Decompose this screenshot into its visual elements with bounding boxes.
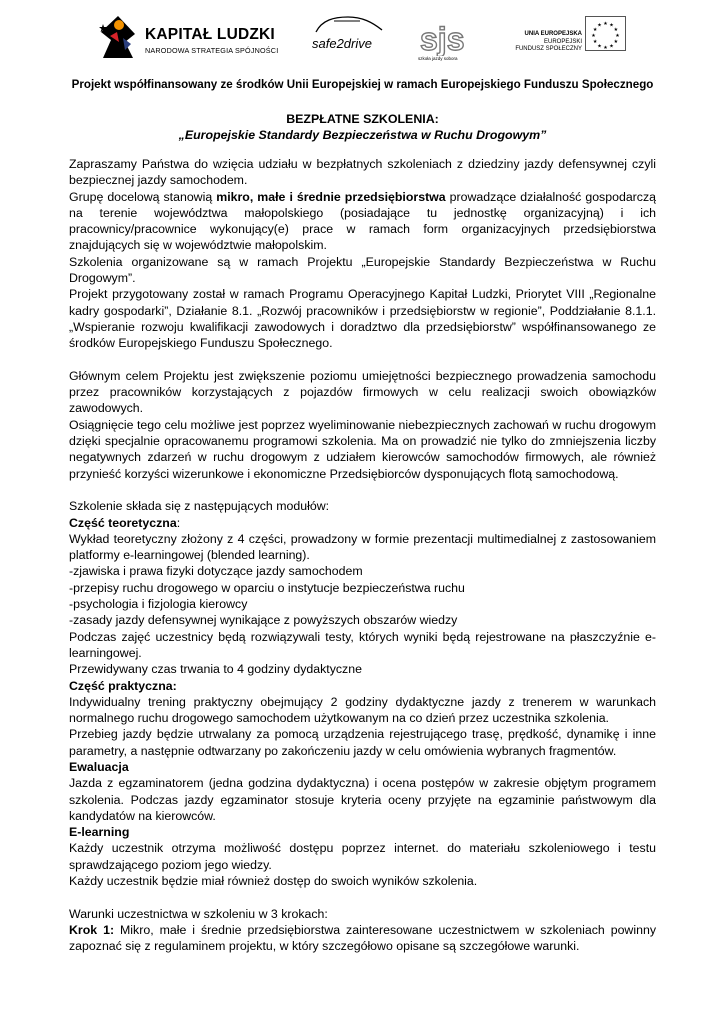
svg-text:★: ★ [597,22,602,29]
theory-heading: Część teoretyczna [69,515,177,530]
svg-text:★: ★ [615,33,620,39]
goal-paragraph-2: Osiągnięcie tego celu możliwe jest poprzez wyeliminowanie niebezpiecznych zachowań w ruchu drogowym dzięki specjalnie opracowanemu programowi szkolenia. Ma on prowadzić nie tylko do zmniejszenia liczby negatywnych zdarzeń w ruchu drogowym z udziałem kierowców samochodów firmowych, ale również przynieść korzyści wizerunkowe i ekonomiczne Przedsiębiorców dysponujących flotą samochodową. [69,417,656,481]
sjs-subtitle: szkoła jazdy sobora [418,56,458,61]
theory-paragraph-1: Wykład teoretyczny złożony z 4 części, prowadzony w formie prezentacji multimedialnej z zastosowaniem platformy e-learningowej (blended learning). [69,531,656,563]
elearning-paragraph-1: Każdy uczestnik otrzyma możliwość dostępu poprzez internet. do materiału szkoleniowego i testu sprawdzającego poziom jego wiedzy. [69,841,656,872]
eu-line2: EUROPEJSKI [543,38,582,45]
eu-line1: UNIA EUROPEJSKA [524,31,582,37]
kapital-ludzki-emblem-icon [95,12,141,62]
svg-text:★: ★ [613,27,619,33]
page-subtitle: „Europejskie Standardy Bezpieczeństwa w Ruchu Drogowym” [178,128,547,142]
eu-text [515,31,582,54]
svg-text:★: ★ [592,39,598,45]
theory-item: -zjawiska i prawa fizyki dotyczące jazdy samochodem [69,564,363,579]
svg-text:★: ★ [609,43,614,50]
kapital-ludzki-logo [95,10,295,62]
intro-paragraph-4: Projekt przygotowany został w ramach Programu Operacyjnego Kapitał Ludzki, Priorytet VIII „Regionalne kadry gospodarki”, Działanie 8.1. „Rozwój pracowników i przedsiębiorstw w regionie”, Poddziałanie 8.1.1. „Wspieranie rozwoju kwalifikacji zawodowych i doradztwo dla przedsiębiorstw” współfinansowanego ze środków Europejskiego Funduszu Społecznego. [69,287,656,351]
target-group-pre: Grupę docelową stanowią [69,189,217,204]
evaluation-heading: Ewaluacja [69,759,129,774]
theory-paragraph-3: Przewidywany czas trwania to 4 godziny dydaktyczne [69,662,362,677]
svg-text:★: ★ [613,39,619,45]
svg-text:sjs: sjs [420,21,465,56]
modules-intro: Szkolenie składa się z następujących modułów: [69,499,330,514]
car-outline-icon [312,14,386,36]
safe2drive-logo [312,14,402,58]
document-body [69,156,656,955]
theory-item: -psychologia i fizjologia kierowcy [69,597,248,612]
practice-paragraph-2: Przebieg jazdy będzie utrwalany za pomocą urządzenia rejestrującego trasę, prędkość, dynamikę i inne parametry, a następnie odtwarzany po zakończeniu jazdy w celu omówienia wybranych fragmentów. [69,727,656,758]
safe2drive-name: safe2drive [312,36,372,51]
target-group-post: prowadzące działalność gospodarczą na terenie województwa małopolskiego (posiadające tu jednostkę organizacyjną) i ich pracownicy/pracownice wykonujący(e) prace w ramach form organizacyjnych przedsiębiorstwa znajdujących się w województwie małopolskim. [69,189,657,253]
svg-text:★: ★ [591,33,596,39]
svg-text:★: ★ [603,21,608,27]
header-logos [0,0,725,68]
intro-paragraph-1: Zapraszamy Państwa do wzięcia udziału w bezpłatnych szkoleniach z dziedziny jazdy defensywnej czyli bezpiecznej jazdy samochodem. [69,157,656,188]
theory-paragraph-2: Podczas zajęć uczestnicy będą rozwiązywali testy, których wyniki będą rejestrowane na płaszczyźnie e-learningowej. [69,629,656,660]
elearning-heading: E-learning [69,825,130,840]
step-1-text: Mikro, małe i średnie przedsiębiorstwa zainteresowane uczestnictwem w szkoleniach powinny zapoznać się z regulaminem projektu, w który szczegółowo opisane są szczegółowe warunki. [69,922,656,954]
funding-statement: Projekt współfinansowany ze środków Unii Europejskiej w ramach Europejskiego Funduszu Społecznego [71,78,654,91]
theory-heading-line [69,515,656,531]
practice-heading: Część praktyczna: [69,678,177,693]
eu-flag-icon [585,16,626,51]
page-title: BEZPŁATNE SZKOLENIA: [286,112,439,126]
evaluation-paragraph: Jazda z egzaminatorem (jedna godzina dydaktyczna) i ocena postępów w zakresie objętym programem szkolenia. Podczas jazdy egzaminator stosuje kryteria oceny przyjęte na egzaminie państwowym dla kandydatów na kierowców. [69,776,656,823]
intro-paragraph-2 [69,189,656,254]
step-1 [69,922,656,955]
theory-heading-colon: : [176,515,181,530]
svg-text:★: ★ [592,27,598,33]
goal-paragraph-1: Głównym celem Projektu jest zwiększenie poziomu umiejętności bezpiecznego prowadzenia samochodu przez pracowników korzystających z pojazdów firmowych w celu realizacji swoich obowiązków zawodowych. [69,368,656,416]
kapital-ludzki-name: KAPITAŁ LUDZKI [145,26,275,43]
theory-item: -przepisy ruchu drogowego w oparciu o instytucje bezpieczeństwa ruchu [69,580,465,595]
elearning-paragraph-2: Każdy uczestnik będzie miał również dostęp do swoich wyników szkolenia. [69,874,478,889]
svg-text:★: ★ [609,22,614,29]
sjs-mark-icon [418,18,466,56]
theory-item: -zasady jazdy defensywnej wynikające z powyższych obszarów wiedzy [69,613,458,628]
conditions-intro: Warunki uczestnictwa w szkoleniu w 3 krokach: [69,906,328,921]
step-1-label: Krok 1: [69,922,115,937]
sjs-logo [418,18,466,64]
svg-text:★: ★ [597,43,602,50]
intro-paragraph-3: Szkolenia organizowane są w ramach Projektu „Europejskie Standardy Bezpieczeństwa w Ruchu Drogowym”. [69,254,656,286]
svg-text:★: ★ [603,45,608,50]
practice-paragraph-1: Indywidualny trening praktyczny obejmujący 2 godziny dydaktyczne jazdy z trenerem w warunkach normalnego ruchu drogowego samochodem użytkowanym na co dzień przez uczestnika szkolenia. [69,694,656,726]
target-group-bold: mikro, małe i średnie przedsiębiorstwa [216,189,446,204]
kapital-ludzki-tagline: NARODOWA STRATEGIA SPÓJNOŚCI [145,46,279,55]
eu-logo [498,16,626,64]
eu-line3: FUNDUSZ SPOŁECZNY [515,46,582,53]
